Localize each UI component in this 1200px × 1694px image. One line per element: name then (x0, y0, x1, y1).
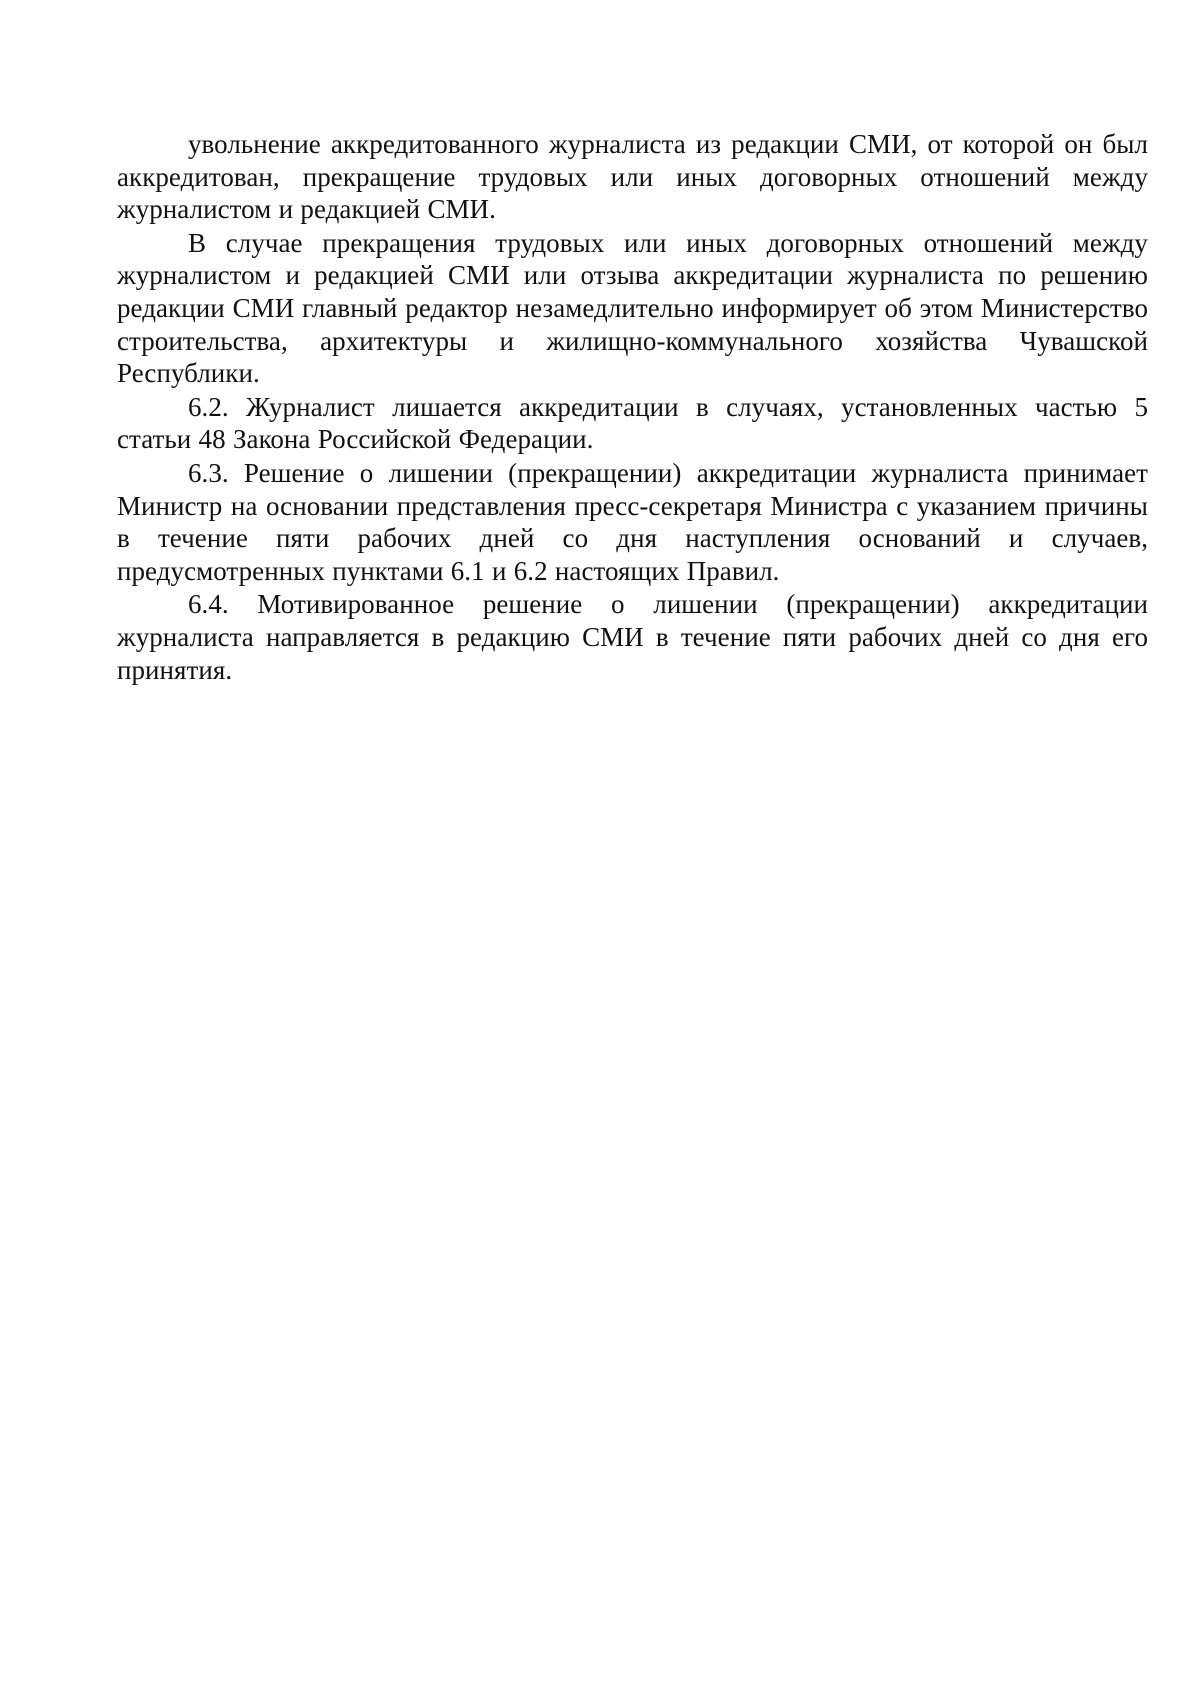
paragraph-6-3: 6.3. Решение о лишении (прекращении) аккредитации журналиста принимает Министр на основании представления пресс-секретаря Министра с указанием причины в течение пяти рабочих дней со дня наступления оснований и случаев, предусмотренных пунктами 6.1 и 6.2 настоящих Правил. (117, 457, 1148, 586)
paragraph-termination-notice: В случае прекращения трудовых или иных договорных отношений между журналистом и редакцией СМИ или отзыва аккредитации журналиста по решению редакции СМИ главный редактор незамедлительно информирует об этом Министерство строительства, архитектуры и жилищно-коммунального хозяйства Чувашской Республики. (117, 227, 1148, 389)
paragraph-6-2: 6.2. Журналист лишается аккредитации в случаях, установленных частью 5 статьи 48 Закона Российской Федерации. (117, 391, 1148, 455)
paragraph-6-4: 6.4. Мотивированное решение о лишении (прекращении) аккредитации журналиста направляется в редакцию СМИ в течение пяти рабочих дней со дня его принятия. (117, 589, 1148, 685)
paragraph-dismissal: увольнение аккредитованного журналиста из редакции СМИ, от которой он был аккредитован, прекращение трудовых или иных договорных отношений между журналистом и редакцией СМИ. (117, 129, 1148, 225)
document-body (117, 128, 1148, 686)
